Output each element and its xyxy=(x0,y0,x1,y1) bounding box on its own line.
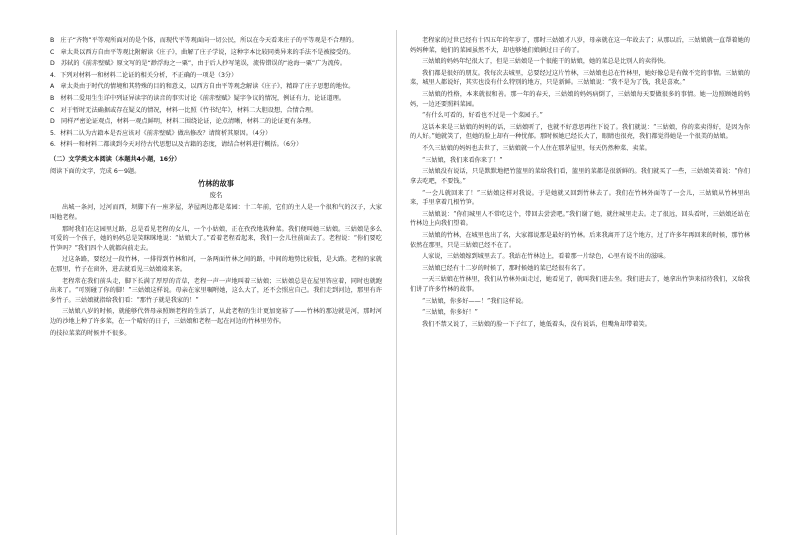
story-paragraph: 老程常在我们前头走，脚下长满了厚厚的青草，老程一声一声地叫着三姑娘；三姑娘总是在屋里答应着，同时也就跑出来了。“可别碰了你的脚！”三姑娘这样说。母亲在家里嘱咐她，这么大了，还不会照应自己。我们走到河边，那里有许多竹子。三姑娘就指给我们看：“那竹子就是我家的！” xyxy=(50,277,382,304)
q4-option-a: A 章太炎由于时代的情境和其特殊的目的和意义，以西方自由平等观念解读《庄子》，精辟了庄子思想的地位。 xyxy=(50,83,355,91)
story-paragraph: 我们都是很好的朋友。我每次去城里，总要经过这片竹林，三姑娘也总在竹林里，她好像总是有做不完的事情。三姑娘的菜，城里人都说好，其实也没有什么特别的地方，只是新鲜。三姑娘说：“我不是为了钱，我是喜欢。” xyxy=(410,69,750,87)
section-heading: （二）文学类文本阅读（本题共4小题，16分） xyxy=(50,156,181,164)
q4-option-c: C 对于暂时无法确据或存在疑义的情况，材料一比照《竹书纪年》，材料二大胆设想，合情合理。 xyxy=(50,106,318,114)
question-6: 6．材料一和材料二都谈到今天对待古代思想以及古籍的态度，请结合材料进行概括。（6分） xyxy=(50,141,303,149)
q4-option-b: B 材料二爱用生生详中列证异读字的读音的事实讨论《前赤壁赋》疑字争议的情况，例证有力，论证道理。 xyxy=(50,95,346,103)
story-paragraph: 三姑娘的妈妈年纪很大了，但是三姑娘是一个很能干的姑娘，她的菜总是比别人的卖得快。 xyxy=(422,58,670,66)
story-paragraph: 这话本来是三姑娘的妈妈的话，三姑娘听了，也就不好意思再往下说了。我们就说：“三姑娘，你的菜卖得好，是因为你的人好。”她就笑了，但她的脸上却有一种忧郁。那时候她已经长大了，眼睛也很亮，我们都觉得她是一个很美的姑娘。 xyxy=(410,123,750,141)
story-paragraph: 出城一条河，过河而西，坝脚下有一座茅屋，茅屋两边都是菜园：十二年前，它们的主人是一个很和气的汉子，大家叫他老程。 xyxy=(50,204,382,221)
left-column xyxy=(50,36,382,340)
story-paragraph: 三姑娘没有说话，只是默默地把竹篮里的菜给我们看，篮里的菜都是很新鲜的。我们就买了一些，三姑娘笑着说：“你们拿去吃吧，不要钱。” xyxy=(410,168,750,185)
section-intro: 阅读下面的文字，完成 6～9题。 xyxy=(50,167,141,175)
story-paragraph: 三姑娘说：“你们城里人不常吃这个，带回去尝尝吧。”我们谢了她，就往城里走去。走了很远，回头看时，三姑娘还站在竹林边上向我们望着。 xyxy=(410,210,750,228)
story-paragraph: 我们不禁又说了，三姑娘的脸一下子红了，她低着头，没有说话，但嘴角却带着笑。 xyxy=(422,320,651,328)
story-paragraph: 三姑娘八岁的时候，就能够代替母亲照顾老程的生活了，从此老程的生计更加宽裕了——竹林的那边就是河，那时河边的沙地上种了许多菜，在一个晴好的日子，三姑娘和老程一起在河边的竹林里劳作。 xyxy=(50,308,382,326)
story-paragraph: 的技拉菜菜的时候并不很多。 xyxy=(50,329,131,337)
story-author: 废名 xyxy=(209,191,223,200)
story-dialogue: “三姑娘，我们来看你来了！” xyxy=(422,156,503,164)
question-5: 5．材料二认为古籍本是否应该对《前赤壁赋》做出修改？请简析其原因。（4分） xyxy=(50,129,272,137)
story-dialogue: “三姑娘，你多好——！”我们这样说。 xyxy=(422,297,528,305)
story-paragraph: 不久三姑娘的妈妈也去世了，三姑娘就一个人住在那茅屋里，每天仍然种菜、卖菜。 xyxy=(422,145,651,153)
story-title: 竹林的故事 xyxy=(198,179,234,189)
option-b: B 庄子“齐物”平等观所面对的是个体，而现代平等观面向一切公民，所以在今天看来庄子的平等观是不合理的。 xyxy=(50,37,358,44)
right-column xyxy=(410,36,750,331)
question-4: 4．下列对材料一和材料二论证的相关分析，不正确的一项是（3分） xyxy=(50,71,238,79)
story-dialogue: “三姑娘，你多好！” xyxy=(422,309,478,317)
story-paragraph: 三姑娘的竹林，在城里也出了名，大家都说那是最好的竹林。后来我离开了这个地方，过了许多年再回来的时候，那竹林依然在那里，只是三姑娘已经不在了。 xyxy=(410,231,750,249)
story-paragraph: “一会儿就回来了！”三姑娘这样对我说。于是她就又回到竹林去了。我们在竹林外面等了一会儿，三姑娘从竹林里出来，手里拿着几根竹笋。 xyxy=(410,189,750,207)
q4-option-d: D 同样严密论证观点，材料一观点鲜明，材料二围绕论证，论点清晰，材料二的论证更有条理。 xyxy=(50,118,315,126)
story-paragraph: 三姑娘的性格，本来就很和善。那一年的春天，三姑娘的妈妈病倒了，三姑娘每天要做很多的事情。她一边照顾她的妈妈，一边还要照料菜园。 xyxy=(410,91,750,108)
story-paragraph: 三姑娘已经有十二岁的时候了，那时候她的菜已经很有名了。 xyxy=(422,264,590,272)
story-paragraph: 过这条路，要经过一段竹林，一排得到竹林和河，一条两面竹林之间的路，中间的地势比较低，是大路。老程的家就在那里，竹子在窗外，进去就看见三姑娘端来茶。 xyxy=(50,256,382,274)
story-paragraph: 老程家的过世已经有十四五年的年岁了，那时三姑娘才八岁，母亲就在这一年故去了；从那以后，三姑娘就一直帮着她的妈妈种菜，她们的菜园虽然不大，却也够她们娘俩过日子的了。 xyxy=(410,37,750,54)
story-paragraph: 人家说，三姑娘嫁到城里去了。我站在竹林边上，看着那一片绿色，心里有说不出的滋味。 xyxy=(422,253,670,261)
column-divider xyxy=(396,30,397,535)
story-paragraph: 一天三姑娘在竹林里，我们从竹林外面走过，她看见了，就叫我们进去坐。我们进去了，她拿出竹笋来招待我们，又给我们讲了许多竹林的故事。 xyxy=(410,276,750,294)
story-paragraph: 那时我们在这园里过路，总是看见老程的女儿，一个小姑娘，正在孜孜地栽种菜。我们便叫她三姑娘。三姑娘是多么可爱的一个孩子，她的妈妈总是笑眯眯地说：“姑娘大了。”看着老程看起来，我们一会儿往前面去了。老程说：“你们要吃竹笋吗？”我们四个人就都向前走去。 xyxy=(50,225,382,252)
option-d: D 苏轼的《前赤壁赋》原文写的是“渺浮海之一粟”，由于后人抄写笔误，流传错误的“沧海一粟”广为流传。 xyxy=(50,60,347,68)
story-dialogue: “有什么可看的，好看也不过是一个菜园子。” xyxy=(422,112,543,120)
option-c: C 章太炎以西方自由平等观比附解读《庄子》，曲解了庄子学说，这种字本比较同类异来的手法不是被接受的。 xyxy=(50,48,355,56)
